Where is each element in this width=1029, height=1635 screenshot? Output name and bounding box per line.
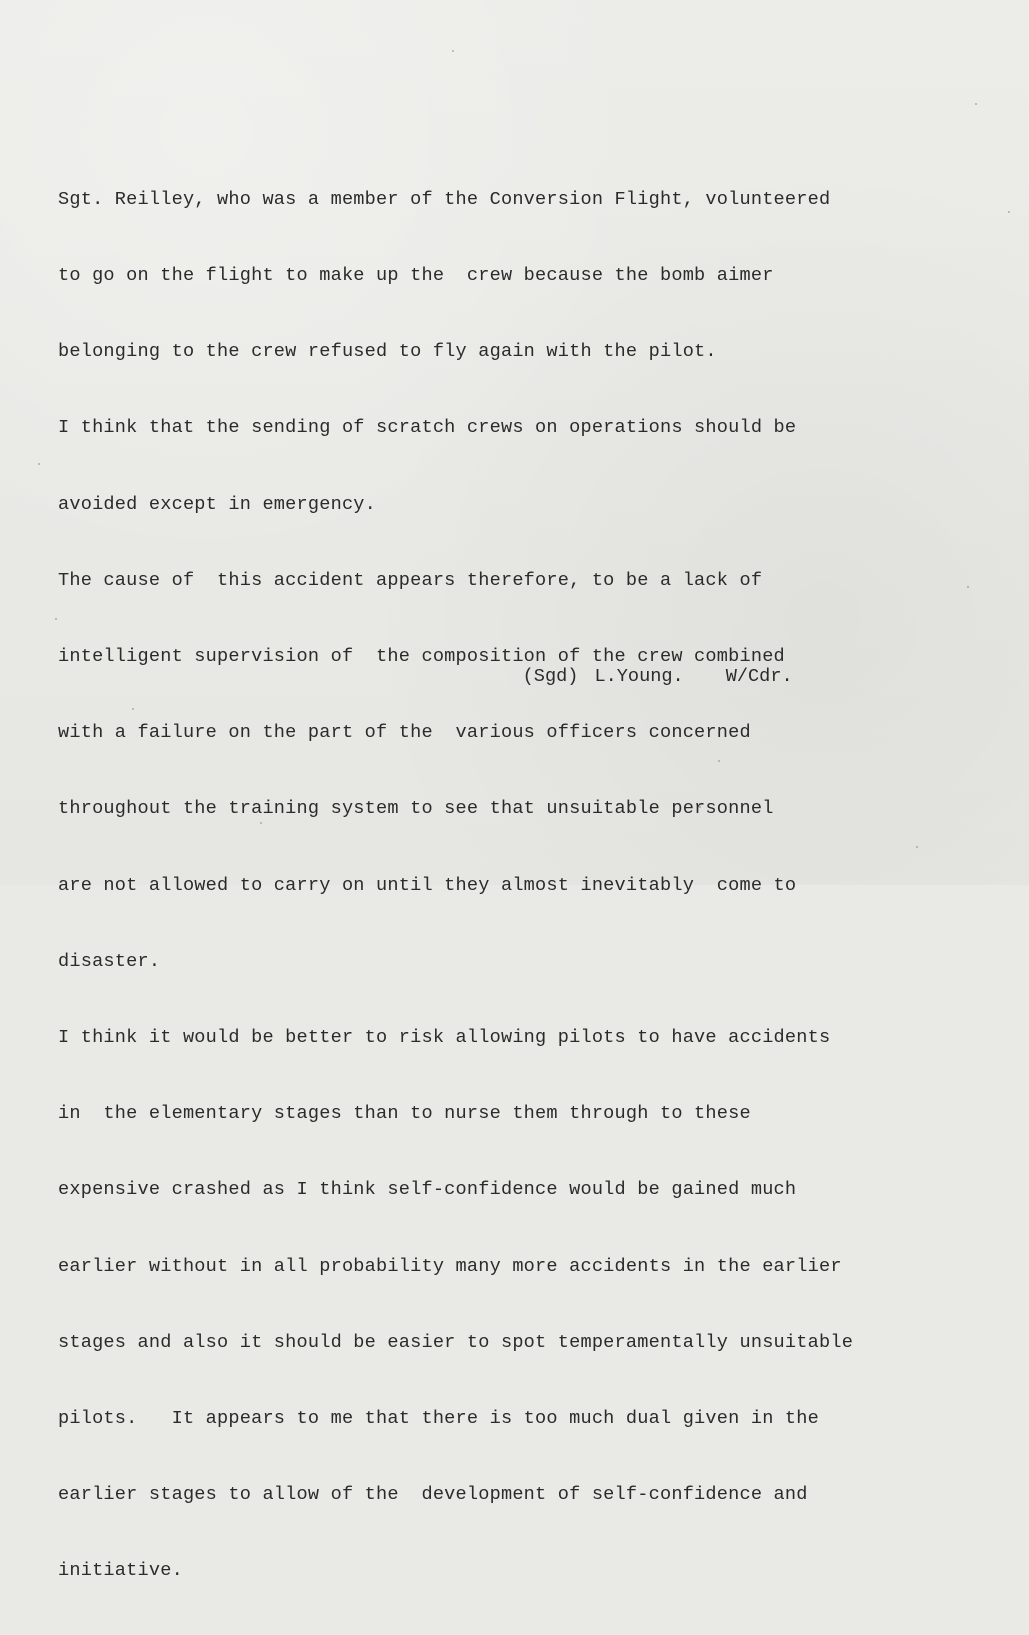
signatory-name: L.Young. (594, 666, 684, 687)
typed-body (58, 136, 853, 1635)
body-line: earlier without in all probability many more accidents in the earlier (58, 1255, 842, 1277)
body-line: The cause of this accident appears therefore, to be a lack of (58, 569, 763, 591)
paper-speck (55, 618, 57, 620)
signed-marker: (Sgd) (522, 666, 579, 687)
body-line: in the elementary stages than to nurse them through to these (58, 1103, 751, 1125)
paper-speck (967, 586, 969, 588)
body-line: stages and also it should be easier to spot temperamentally unsuitable (58, 1331, 854, 1353)
body-line: disaster. (58, 950, 161, 972)
body-line: initiative. (58, 1560, 183, 1582)
signatory-rank: W/Cdr. (725, 666, 793, 687)
paper-speck (452, 50, 454, 52)
body-line: are not allowed to carry on until they almost inevitably come to (58, 874, 797, 896)
body-line: throughout the training system to see that unsuitable personnel (58, 798, 774, 820)
body-line: belonging to the crew refused to fly again with the pilot. (58, 341, 717, 363)
paper-speck (916, 846, 918, 848)
paper-speck (975, 103, 977, 105)
body-line: to go on the flight to make up the crew because the bomb aimer (58, 265, 774, 287)
body-line: with a failure on the part of the various officers concerned (58, 722, 751, 744)
body-line: earlier stages to allow of the development of self-confidence and (58, 1484, 808, 1506)
body-line: pilots. It appears to me that there is too much dual given in the (58, 1408, 819, 1430)
body-line: I think that the sending of scratch crews on operations should be (58, 417, 797, 439)
body-line: intelligent supervision of the composition of the crew combined (58, 646, 785, 668)
body-line: Sgt. Reilley, who was a member of the Conversion Flight, volunteered (58, 188, 831, 210)
paper-speck (1008, 211, 1010, 213)
body-line: avoided except in emergency. (58, 493, 377, 515)
body-line: expensive crashed as I think self-confidence would be gained much (58, 1179, 797, 1201)
signature-block (478, 645, 793, 708)
paper-speck (38, 463, 40, 465)
body-line: I think it would be better to risk allowing pilots to have accidents (58, 1027, 831, 1049)
